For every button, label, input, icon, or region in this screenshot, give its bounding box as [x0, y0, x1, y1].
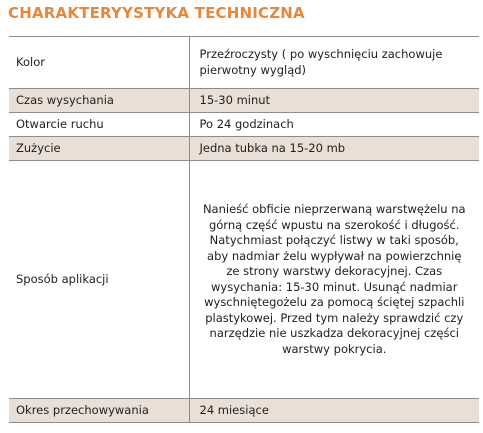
spec-row-zuzycie: [9, 137, 479, 161]
spec-label: Okres przechowywania: [9, 399, 189, 423]
spec-label: Kolor: [9, 37, 189, 89]
spec-row-otwarcie-ruchu: [9, 113, 479, 137]
spec-table: [9, 36, 479, 423]
spec-row-sposob-aplikacji: [9, 161, 479, 399]
section-heading: CHARAKTERYYSTYKA TECHNICZNA: [8, 4, 305, 22]
spec-value: Jedna tubka na 15-20 mb: [189, 137, 479, 161]
spec-label: Czas wysychania: [9, 89, 189, 113]
spec-value: 15-30 minut: [189, 89, 479, 113]
spec-label: Otwarcie ruchu: [9, 113, 189, 137]
spec-row-okres-przechowywania: [9, 399, 479, 423]
spec-row-kolor: [9, 37, 479, 89]
spec-label: Sposób aplikacji: [9, 161, 189, 399]
spec-value: Po 24 godzinach: [189, 113, 479, 137]
spec-row-czas-wysychania: [9, 89, 479, 113]
spec-value: Nanieść obficie nieprzerwaną warstwężelu na górną część wpustu na szerokość i długość. Natychmiast połączyć listwy w taki sposób, aby nadmiar żelu wypływał na powierzchnię ze strony warstwy dekoracyjnej. Czas wysychania: 15-30 minut. Usunąć nadmiar wyschniętegożelu za pomocą ściętej szpachli plastykowej. Przed tym należy sprawdzić czy narzędzie nie uszkadza dekoracyjnej części warstwy pokrycia.: [189, 161, 479, 399]
spec-value: 24 miesiące: [189, 399, 479, 423]
spec-label: Zużycie: [9, 137, 189, 161]
spec-value: Przeźroczysty ( po wyschnięciu zachowuje pierwotny wygląd): [189, 37, 479, 89]
